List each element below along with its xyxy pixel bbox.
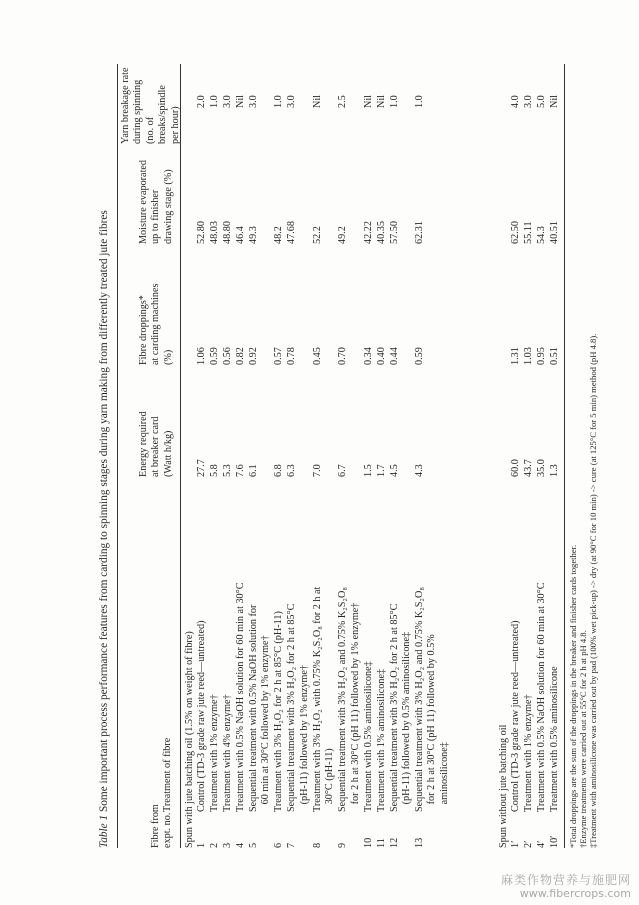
- droppings-cell: 1.31: [510, 347, 521, 365]
- expt-no-cell: 10′: [549, 835, 560, 848]
- energy-cell: 1.3: [549, 464, 560, 477]
- moisture-cell: 49.2: [337, 226, 349, 244]
- treatment-cell: Control (TD-3 grade raw jute reed—untreated): [510, 620, 521, 812]
- moisture-cell: 40.35: [375, 221, 387, 244]
- moisture-cell: 48.2: [273, 226, 285, 244]
- energy-cell: 6.7: [337, 464, 349, 477]
- header-treatment: Treatment of fibre: [162, 737, 173, 812]
- expt-no-cell: 3: [222, 842, 233, 848]
- expt-no-cell: 13: [414, 837, 425, 848]
- energy-cell: 7.0: [311, 464, 323, 477]
- energy-cell: 4.5: [388, 464, 400, 477]
- expt-no-cell: 4: [235, 842, 246, 848]
- footnote-aminosilicone: ‡Treatment with aminosilicone was carried out by pad (100% wet pick-up) -> dry (at 90°C for 10 min) -> cure (at 125°C for 5 min) method (pH 4.8).: [588, 333, 598, 848]
- breakage-cell: Nil: [549, 94, 560, 108]
- expt-no-cell: 5: [248, 842, 259, 848]
- section-without-oil-title: Spun without jute batching oil: [498, 724, 509, 848]
- breakage-cell: 1.0: [414, 95, 425, 108]
- droppings-cell: 0.82: [235, 347, 246, 365]
- table-label: Table 1: [98, 814, 110, 848]
- expt-no-cell: 8: [311, 842, 323, 848]
- moisture-cell: 62.31: [414, 221, 425, 244]
- treatment-cell: Treatment with 0.5% NaOH solution for 60 min at 30°C: [235, 582, 246, 812]
- breakage-cell: 3.0: [286, 95, 298, 108]
- moisture-cell: 48.80: [222, 221, 233, 244]
- moisture-cell: 48.03: [209, 221, 220, 244]
- energy-cell: 6.1: [248, 464, 259, 477]
- section-with-oil-title: Spun with jute batching oil (1.5% on weight of fibre): [184, 631, 195, 848]
- droppings-cell: 1.03: [523, 347, 534, 365]
- expt-no-cell: 1′: [510, 840, 521, 848]
- moisture-cell: 42.22: [362, 221, 374, 244]
- header-moisture: Moisture evaporated up to finisher drawing stage (%): [138, 159, 174, 244]
- energy-cell: 6.3: [286, 464, 298, 477]
- site-watermark: [501, 873, 631, 901]
- expt-no-cell: 6: [273, 842, 285, 848]
- breakage-cell: 5.0: [536, 95, 547, 108]
- energy-cell: 35.0: [536, 459, 547, 477]
- bottom-rule: [564, 64, 565, 848]
- energy-cell: 5.8: [209, 464, 220, 477]
- breakage-cell: Nil: [235, 94, 246, 108]
- expt-no-cell: 7: [286, 842, 298, 848]
- treatment-cell: Control (TD-3 grade raw jute reed—untreated): [196, 620, 207, 812]
- droppings-cell: 0.51: [549, 347, 560, 365]
- moisture-cell: 55.11: [523, 221, 534, 244]
- expt-no-cell: 10: [362, 837, 374, 848]
- expt-no-cell: 2: [209, 842, 220, 848]
- footnote-droppings: *Total droppings are the sum of the droppings in the breaker and finisher cards together.: [568, 544, 578, 848]
- breakage-cell: 3.0: [222, 95, 233, 108]
- treatment-cell: Sequential treatment with 3% H₂O₂ for 2 h at 85°C (pH-11) followed by 1% enzyme†: [286, 603, 310, 812]
- breakage-cell: Nil: [311, 94, 323, 108]
- header-energy: Energy required at breaker card (Watt h/kg): [138, 411, 174, 477]
- watermark-url: www.fibercrops.com: [519, 887, 631, 900]
- breakage-cell: 3.0: [248, 95, 259, 108]
- treatment-cell: Treatment with 4% enzyme†: [222, 694, 233, 812]
- moisture-cell: 52.80: [196, 221, 207, 244]
- expt-no-cell: 11: [375, 838, 387, 848]
- droppings-cell: 0.44: [388, 347, 400, 365]
- treatment-cell: Sequential treatment with 0.5% NaOH solution for 60 min at 30°C followed by 1% enzyme†: [248, 604, 272, 812]
- droppings-cell: 0.45: [311, 347, 323, 365]
- treatment-cell: Treatment with 1% aminosilicone‡: [375, 668, 387, 812]
- breakage-cell: 2.0: [196, 95, 207, 108]
- droppings-cell: 1.06: [196, 347, 207, 365]
- moisture-cell: 57.50: [388, 221, 400, 244]
- expt-no-cell: 2′: [523, 840, 534, 848]
- energy-cell: 27.7: [196, 459, 207, 477]
- droppings-cell: 0.59: [414, 347, 425, 365]
- watermark-chinese-name: 麻类作物营养与施肥网: [500, 873, 631, 887]
- breakage-cell: Nil: [375, 94, 387, 108]
- table-title: Some important process performance features from carding to spinning stages during yarn making from differently treated jute fibres: [98, 210, 110, 812]
- breakage-cell: 1.0: [209, 95, 220, 108]
- energy-cell: 6.8: [273, 464, 285, 477]
- expt-no-cell: 4′: [536, 840, 547, 848]
- moisture-cell: 47.68: [286, 221, 298, 244]
- moisture-cell: 46.4: [235, 226, 246, 244]
- treatment-cell: Treatment with 3% H₂O₂ for 2 h at 85°C (pH-11): [273, 611, 285, 812]
- moisture-cell: 40.51: [549, 221, 560, 244]
- energy-cell: 4.3: [414, 464, 425, 477]
- droppings-cell: 0.40: [375, 347, 387, 365]
- breakage-cell: 1.0: [273, 95, 285, 108]
- treatment-cell: Treatment with 0.5% aminosilicone‡: [362, 661, 374, 812]
- header-breakage: Yarn breakage rate during spinning (no. of breaks/spindle per hour): [120, 67, 181, 144]
- moisture-cell: 49.3: [248, 226, 259, 244]
- treatment-cell: Treatment with 3% H₂O₂ with 0.75% K₂S₂O₈ for 2 h at 30°C (pH-11): [311, 586, 336, 812]
- treatment-cell: Treatment with 0.5% aminosilicone: [549, 666, 560, 812]
- droppings-cell: 0.59: [209, 347, 220, 365]
- table-caption: [98, 58, 110, 848]
- breakage-cell: 2.5: [337, 95, 349, 108]
- breakage-cell: 1.0: [388, 95, 400, 108]
- energy-cell: 7.6: [235, 464, 246, 477]
- droppings-cell: 0.34: [362, 347, 374, 365]
- droppings-cell: 0.78: [286, 347, 298, 365]
- moisture-cell: 52.2: [311, 226, 323, 244]
- treatment-cell: Sequential treatment with 3% H₂O₂ and 0.75% K₂S₂O₈ for 2 h at 30°C (pH 11) followed by 1% enzyme†: [337, 587, 361, 812]
- treatment-cell: Sequential treatment with 3% H₂O₂ and 0.75% K₂S₂O₈ for 2 h at 30°C (pH 11) followed by 0.5% aminosilicone‡: [414, 587, 450, 812]
- top-rule: [117, 64, 118, 848]
- expt-no-cell: 9: [337, 842, 349, 848]
- rotated-table-page: [98, 58, 618, 848]
- energy-cell: 1.7: [375, 464, 387, 477]
- breakage-cell: 4.0: [510, 95, 521, 108]
- energy-cell: 1.5: [362, 464, 374, 477]
- breakage-cell: Nil: [362, 94, 374, 108]
- droppings-cell: 0.57: [273, 347, 285, 365]
- treatment-cell: Treatment with 1% enzyme†: [209, 694, 220, 812]
- moisture-cell: 62.50: [510, 221, 521, 244]
- droppings-cell: 0.70: [337, 347, 349, 365]
- energy-cell: 43.7: [523, 459, 534, 477]
- expt-no-cell: 1: [196, 842, 207, 848]
- expt-no-cell: 12: [388, 837, 400, 848]
- footnote-enzyme: †Enzyme treatments were carried out at 55°C for 2 h at pH 4.8.: [578, 630, 588, 848]
- droppings-cell: 0.95: [536, 347, 547, 365]
- header-droppings: Fibre droppings* at carding machines (%): [138, 283, 174, 365]
- header-rule: [180, 64, 181, 848]
- treatment-cell: Sequential treatment with 3% H₂O₂ for 2 h at 85°C (pH-11) followed by 0.5% aminosilicone‡: [388, 603, 412, 812]
- moisture-cell: 54.3: [536, 226, 547, 244]
- breakage-cell: 3.0: [523, 95, 534, 108]
- treatment-cell: Treatment with 1% enzyme†: [523, 694, 534, 812]
- energy-cell: 60.0: [510, 459, 521, 477]
- header-expt-no: Fibre from expt. no.: [150, 804, 174, 848]
- droppings-cell: 0.56: [222, 347, 233, 365]
- energy-cell: 5.3: [222, 464, 233, 477]
- treatment-cell: Treatment with 0.5% NaOH solution for 60 min at 30°C: [536, 582, 547, 812]
- droppings-cell: 0.92: [248, 347, 259, 365]
